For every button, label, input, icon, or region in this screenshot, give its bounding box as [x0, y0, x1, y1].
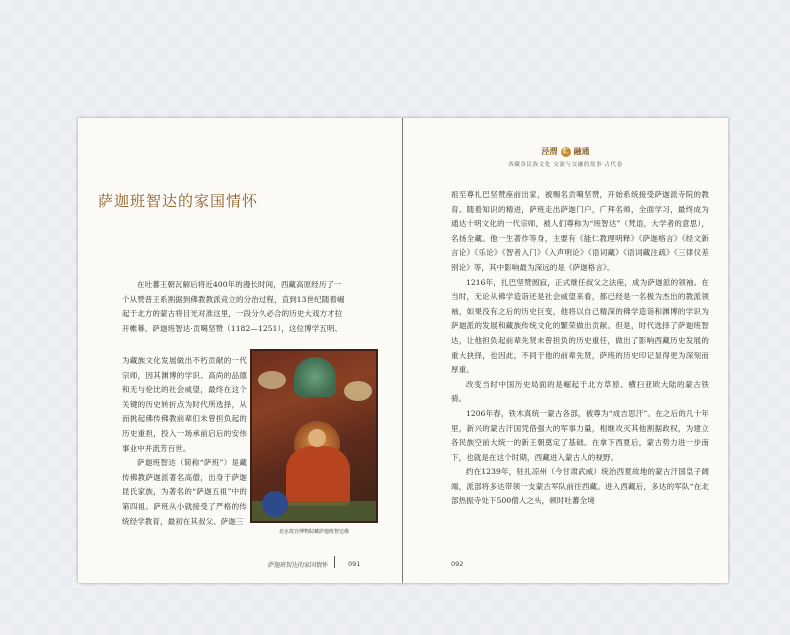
- page-number: 092: [451, 560, 464, 568]
- running-head-subtitle: 西藏各民族文化 交流与交融的故事·古代卷: [508, 162, 623, 168]
- master-head: [308, 429, 326, 447]
- intro-line: 开帷幕。萨迦班智达·贡噶坚赞（1182—1251），这位博学五明、: [122, 323, 343, 333]
- running-head-title: [403, 146, 728, 157]
- intro-line: 个从赞普王系割据到佛教教派竞立的分治过程，直到13世纪随着崛: [122, 294, 345, 304]
- paragraph: 改变当时中国历史局面的是崛起于北方草原、横扫亚欧大陆的蒙古铁骑。: [451, 379, 709, 404]
- paragraph: 为藏族文化发展做出不朽贡献的一代宗师，因其渊博的学识、高尚的品德和无与伦比的社会威望，最终在这个关键的历史转折点为时代所选择，从而挑起佛传佛教前辈们未曾担负起的历史重担，投入一场承前启后的安伟事业中并流芳百世。: [122, 356, 247, 453]
- figure-caption: 北京故宫博物院藏萨迦班智达像: [278, 529, 349, 535]
- running-head-badge: 汇: [562, 147, 569, 155]
- running-head-right: 融通: [573, 146, 590, 156]
- book-spread: [78, 118, 728, 583]
- paragraph: 祖至尊扎巴坚赞座前出家，被赐名贡噶坚赞，开始系统接受萨迦派寺院的教育。随着知识的精进，萨班走出萨迦门户，广拜名师，全面学习，最终成为通达十明文化的一代宗师，被人们尊称为“班智达”（梵语，大学者的意思），名扬全藏。他一生著作等身，主要有《能仁教理明释》《萨迦格言》《经文新言论》《乐论》《智者入门》《入声明论》《语词藏》《语词藏注疏》《三律仪差别论》等，其中影响最为深远的是《萨迦格言》。: [451, 190, 709, 272]
- deity-figure: [294, 357, 336, 397]
- running-head-left: 泾渭: [541, 146, 558, 156]
- page-number: 091: [348, 560, 361, 568]
- protector-deity: [262, 491, 288, 517]
- thangka-painting-image: [250, 349, 378, 523]
- paragraph: 约在1239年，驻扎凉州（今甘肃武威）统治西夏故地的蒙古汗国皇子阔端，派部将多达带领一支蒙古军队前往西藏。进入西藏后，多达的军队“在北部热振寺处下500僧人之头，顿时吐蕃全境: [451, 467, 709, 506]
- left-page: [78, 118, 403, 583]
- footer-title: 萨迦班智达的家国情怀: [268, 562, 329, 569]
- right-page: [403, 118, 728, 583]
- cloud-motif: [344, 381, 372, 401]
- paragraph: 1206年春，铁木真统一蒙古各部，被尊为“成吉思汗”。在之后的几十年里，新兴的蒙古汗国凭借强大的军事力量，相继攻灭其他割据政权，为建立各民族空前大统一的新王朝奠定了基础。在拿下西夏后，蒙古势力进一步南下，也就是在这个时期，西藏进入蒙古人的视野。: [451, 408, 709, 462]
- running-head: [403, 146, 728, 168]
- robe: [286, 446, 350, 506]
- intro-line: 起于北方的蒙古将目光对准这里，一段分久必合的历史大戏方才拉: [122, 309, 343, 319]
- paragraph: 1216年，扎巴坚赞圆寂，正式继任叔父之法座，成为萨迦派的领袖。在当时，无论从佛学造诣还是社会威望来看，都已经是一名极为杰出的教派领袖，如果没有之后的历史巨变，他将以自己精深的佛学造诣和渊博的学识为萨迦派的发展和藏族传统文化的繁荣做出贡献。但是，时代选择了萨迦班智达，让他担负起前辈先贤未曾担负的历史重任，做出了影响西藏历史发展的重大抉择，也因此，不同于他的前辈先贤，萨班的历史印记显得更为深刻而厚重。: [451, 277, 709, 375]
- left-column-text: [122, 354, 247, 529]
- right-body-text: [451, 188, 709, 509]
- chapter-title: 萨迦班智达的家国情怀: [98, 192, 259, 210]
- paragraph: 萨迦班智达（简称“萨班”）是藏传佛教萨迦派著名高僧，出身于萨迦昆氏家族，为著名的“萨迦五祖”中的第四祖。萨班从小就接受了严格的传统经学教育，最初在其叔父、萨迦三: [122, 458, 247, 526]
- footer-divider: [334, 556, 335, 568]
- intro-line: 在吐蕃王朝瓦解后将近400年的漫长时间，西藏高原经历了一: [137, 280, 342, 289]
- intro-text: [122, 278, 384, 336]
- cloud-motif: [258, 371, 286, 389]
